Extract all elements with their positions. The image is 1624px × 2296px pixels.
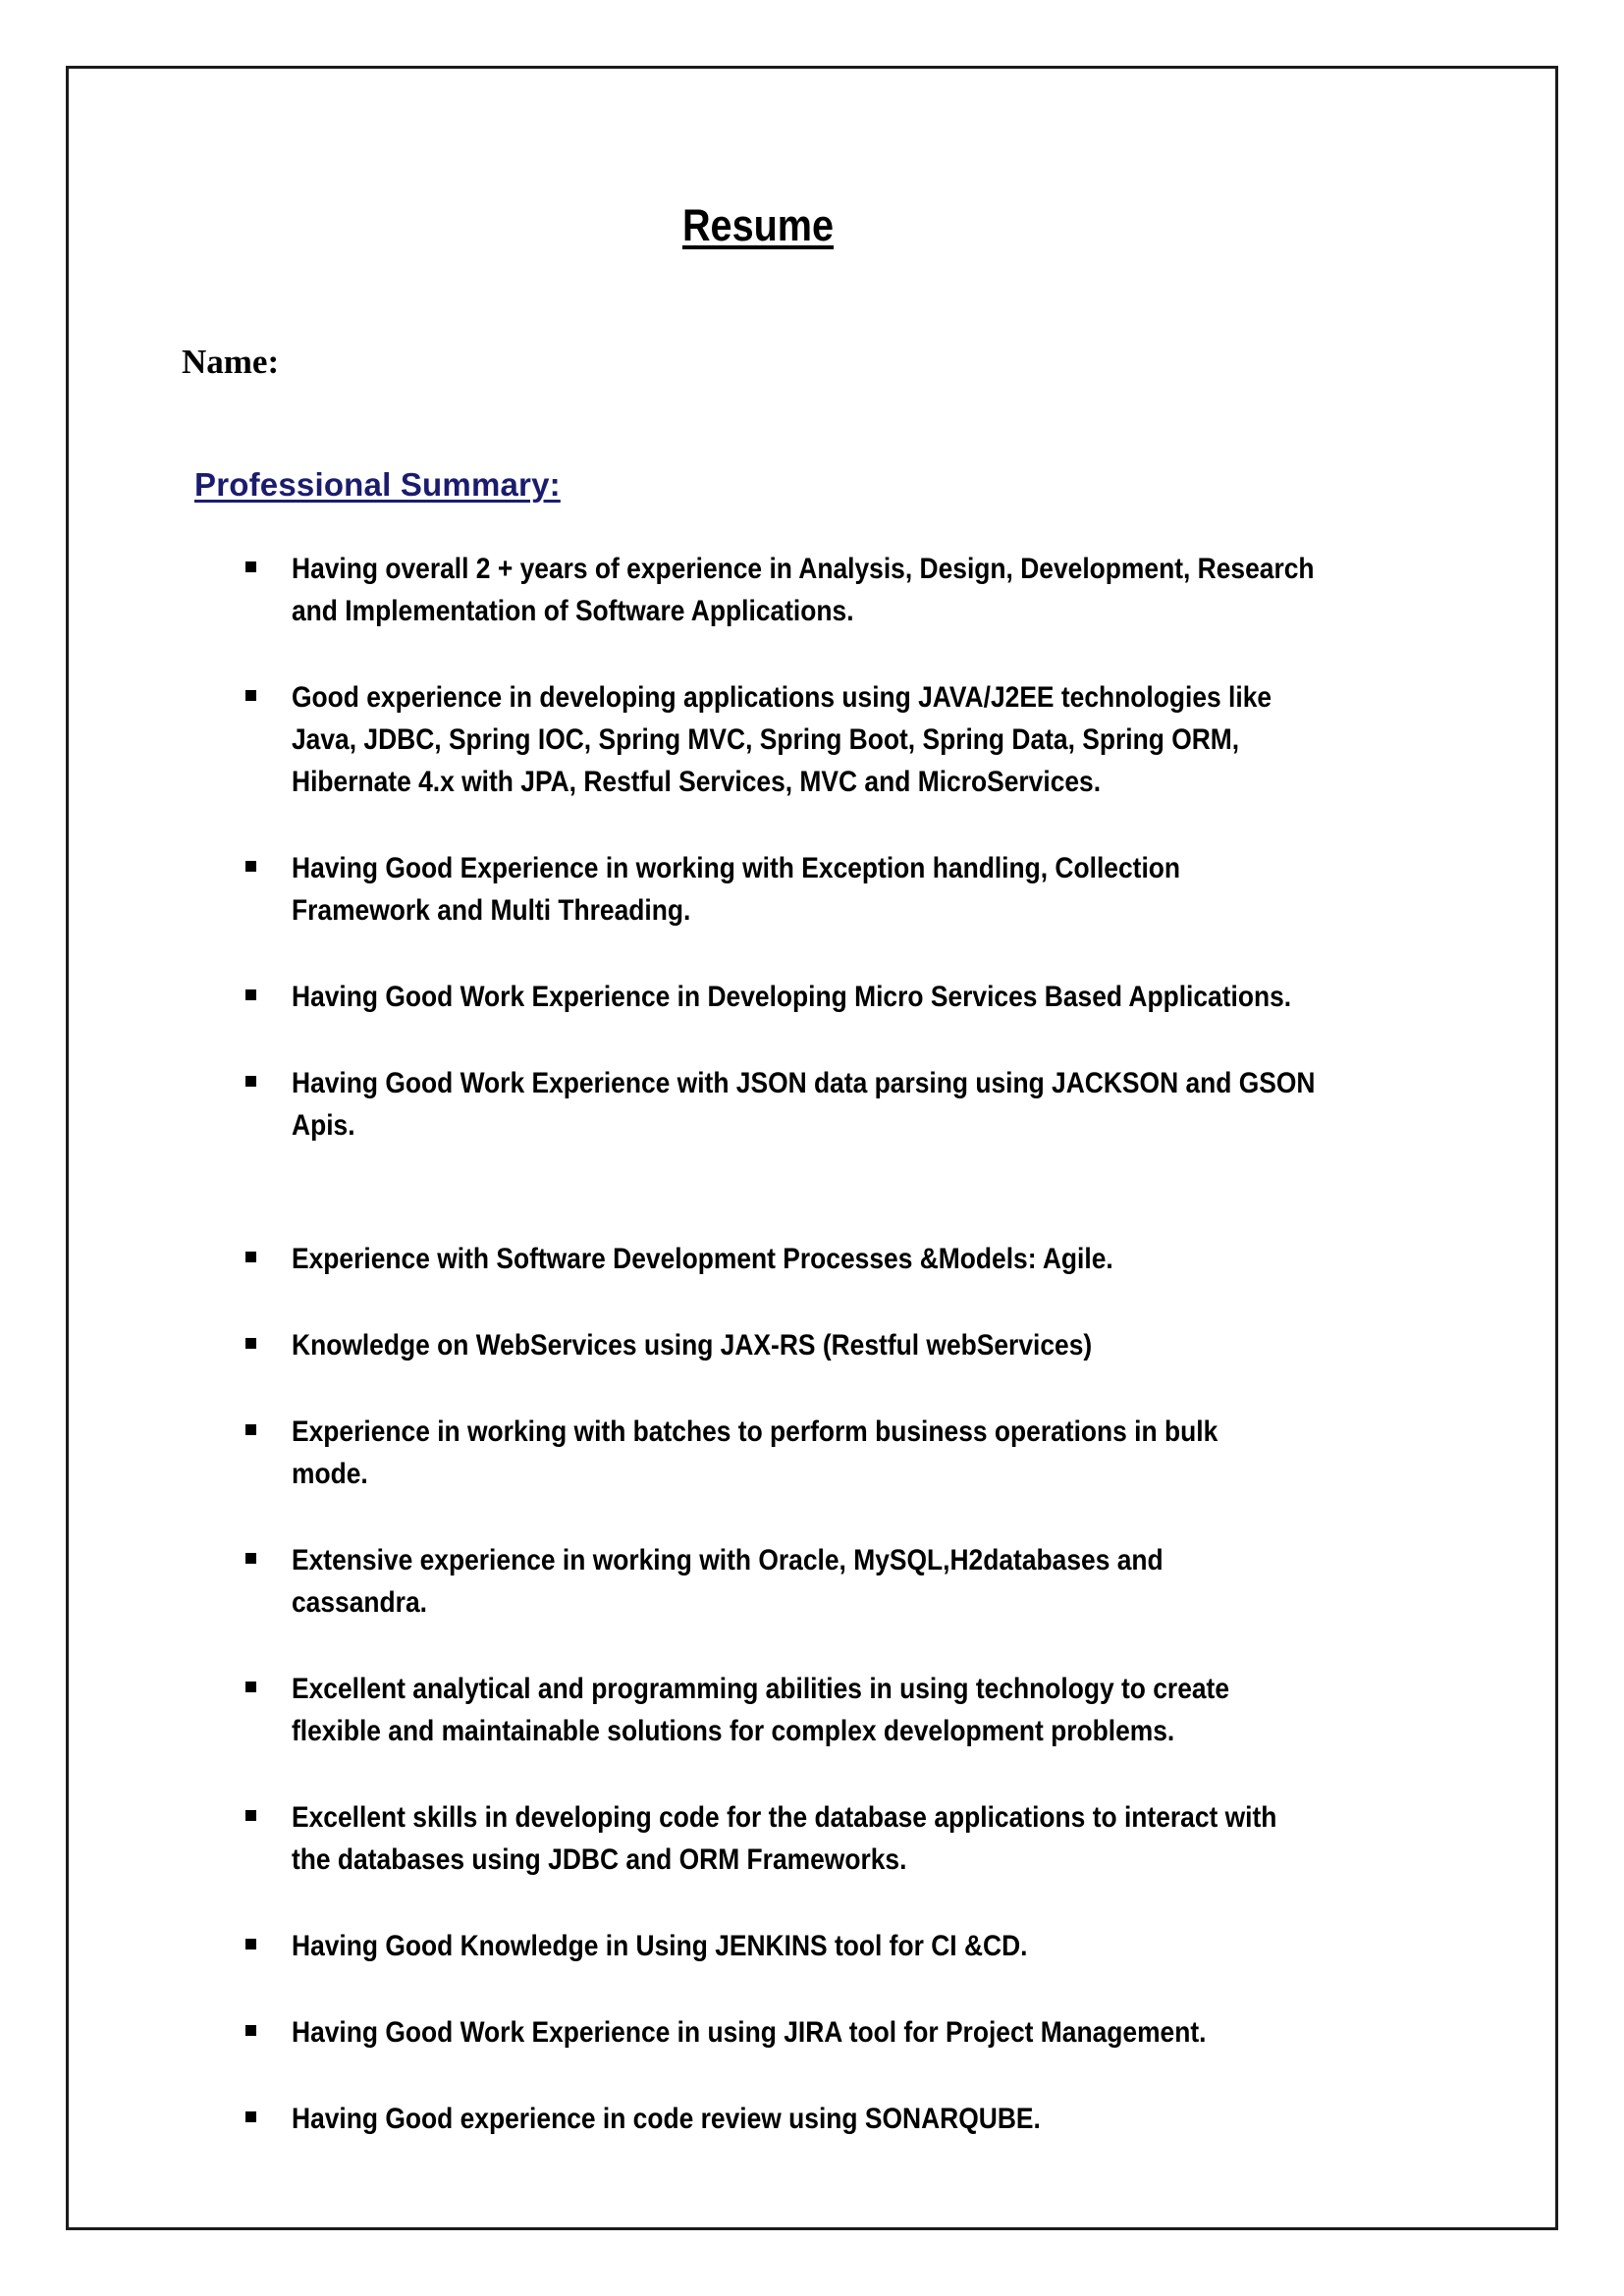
list-item-text	[292, 1925, 1027, 1967]
list-item-text	[292, 548, 1315, 632]
square-bullet-icon	[245, 561, 256, 572]
list-item-line: Experience with Software Development Processes &Models: Agile.	[292, 1243, 1113, 1275]
list-item	[245, 548, 1551, 632]
list-item-line: Having Good Experience in working with Exception handling, Collection	[292, 852, 1181, 884]
list-item-line: the databases using JDBC and ORM Frameworks.	[292, 1843, 907, 1876]
square-bullet-icon	[245, 2111, 256, 2122]
list-item-text	[292, 976, 1291, 1018]
list-item	[245, 976, 1551, 1018]
list-item	[245, 1668, 1551, 1752]
square-bullet-icon	[245, 1252, 256, 1262]
list-item	[245, 1324, 1551, 1366]
list-item	[245, 2098, 1551, 2140]
list-item	[245, 847, 1551, 932]
square-bullet-icon	[245, 1682, 256, 1692]
list-item-line: Having overall 2 + years of experience in Analysis, Design, Development, Research	[292, 553, 1315, 585]
list-item	[245, 1411, 1551, 1495]
square-bullet-icon	[245, 2025, 256, 2036]
list-item-text	[292, 2098, 1041, 2140]
list-item	[245, 1796, 1551, 1881]
list-item-line: Apis.	[292, 1109, 355, 1142]
list-item-line: Java, JDBC, Spring IOC, Spring MVC, Spring Boot, Spring Data, Spring ORM,	[292, 723, 1240, 756]
square-bullet-icon	[245, 1553, 256, 1564]
list-item	[245, 1539, 1551, 1624]
name-label: Name:	[182, 343, 280, 381]
list-item-line: Extensive experience in working with Oracle, MySQL,H2databases and	[292, 1544, 1164, 1576]
list-item-line: cassandra.	[292, 1586, 427, 1619]
list-item	[245, 676, 1551, 803]
list-item-line: flexible and maintainable solutions for complex development problems.	[292, 1715, 1175, 1747]
list-item	[245, 1062, 1551, 1147]
professional-summary-list	[245, 548, 1551, 2140]
document-title: Resume	[681, 200, 835, 250]
list-item-text	[292, 1796, 1276, 1881]
list-item-text	[292, 1324, 1092, 1366]
square-bullet-icon	[245, 1338, 256, 1349]
list-item-line: Excellent analytical and programming abilities in using technology to create	[292, 1673, 1230, 1705]
list-item-text	[292, 1539, 1164, 1624]
list-item-text	[292, 1238, 1113, 1280]
list-item-text	[292, 676, 1272, 803]
list-item-line: Knowledge on WebServices using JAX-RS (Restful webServices)	[292, 1329, 1093, 1362]
square-bullet-icon	[245, 1076, 256, 1087]
list-item-line: and Implementation of Software Applications.	[292, 595, 854, 627]
square-bullet-icon	[245, 1939, 256, 1949]
square-bullet-icon	[245, 861, 256, 872]
list-item-text	[292, 2011, 1206, 2054]
list-item	[245, 1238, 1551, 1280]
list-item-line: Having Good Work Experience in Developing Micro Services Based Applications.	[292, 981, 1292, 1013]
list-item	[245, 2011, 1551, 2054]
list-item-line: Good experience in developing applications using JAVA/J2EE technologies like	[292, 681, 1272, 714]
list-item-text	[292, 1062, 1315, 1147]
list-item-line: Having Good Work Experience with JSON data parsing using JACKSON and GSON	[292, 1067, 1316, 1099]
list-item-line: Excellent skills in developing code for the database applications to interact with	[292, 1801, 1277, 1834]
list-item-text	[292, 1668, 1229, 1752]
list-item-text	[292, 847, 1180, 932]
list-item-line: Framework and Multi Threading.	[292, 894, 691, 927]
list-item	[245, 1925, 1551, 1967]
section-heading-professional-summary: Professional Summary:	[194, 466, 561, 503]
list-item-line: Experience in working with batches to perform business operations in bulk	[292, 1415, 1218, 1448]
list-item-line: Having Good Work Experience in using JIRA tool for Project Management.	[292, 2016, 1207, 2049]
square-bullet-icon	[245, 1424, 256, 1435]
list-item-line: mode.	[292, 1458, 368, 1490]
list-item-line: Having Good experience in code review using SONARQUBE.	[292, 2103, 1041, 2135]
square-bullet-icon	[245, 989, 256, 1000]
square-bullet-icon	[245, 690, 256, 701]
list-item-text	[292, 1411, 1218, 1495]
list-item-line: Hibernate 4.x with JPA, Restful Services, MVC and MicroServices.	[292, 766, 1102, 798]
square-bullet-icon	[245, 1810, 256, 1821]
list-item-line: Having Good Knowledge in Using JENKINS tool for CI &CD.	[292, 1930, 1028, 1962]
